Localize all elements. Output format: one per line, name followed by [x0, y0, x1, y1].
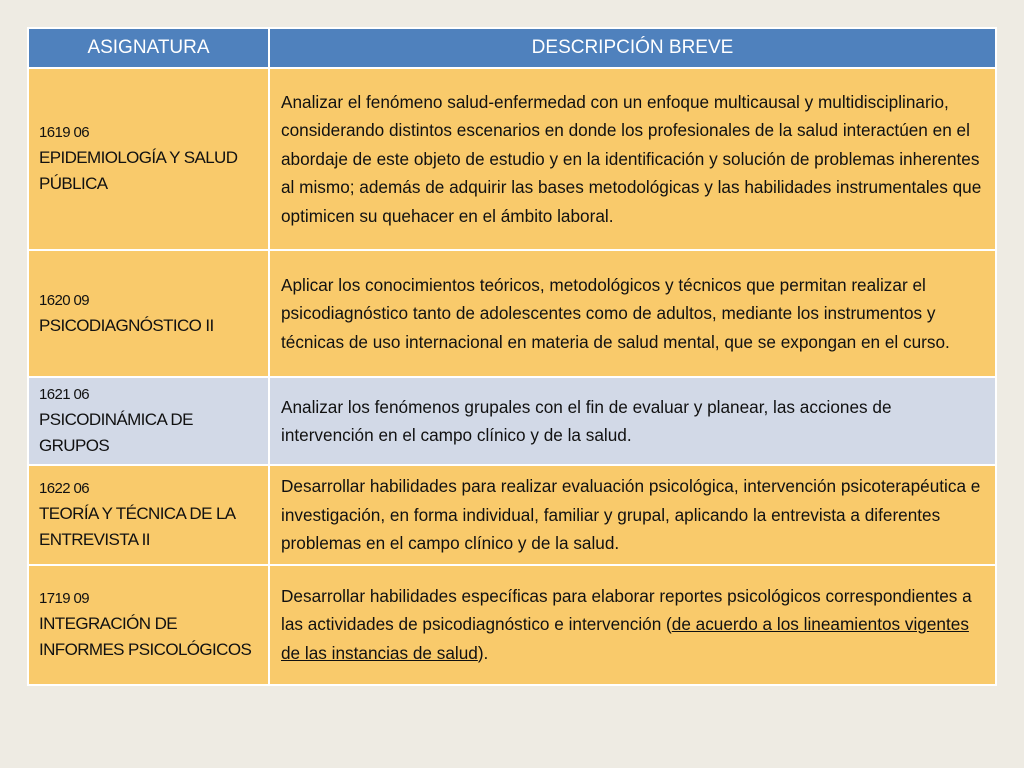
subject-cell: [28, 565, 269, 685]
table-row: [28, 565, 996, 685]
course-description: Analizar el fenómeno salud-enfermedad con un enfoque multicausal y multidisciplinario, considerando distintos escenarios en donde los profesionales de la salud interactúen en el abordaje de este objeto de estudio y en la identificación y solución de problemas inherentes al mismo; además de adquirir las bases metodológicas y las habilidades instrumentales que optimicen su quehacer en el ámbito laboral.: [269, 68, 996, 250]
table-row: [28, 377, 996, 465]
subject-cell: [28, 250, 269, 377]
course-name: PSICODINÁMICA DE GRUPOS: [39, 410, 193, 455]
course-name: TEORÍA Y TÉCNICA DE LA ENTREVISTA II: [39, 503, 235, 549]
course-description: Desarrollar habilidades para realizar evaluación psicológica, intervención psicoterapéutica e investigación, en forma individual, familiar y grupal, aplicando la entrevista a diferentes problemas en el campo clínico y de la salud.: [269, 465, 996, 565]
description-text: Desarrollar habilidades específicas para elaborar reportes psicológicos correspondientes a las actividades de psicodiagnóstico e intervención (: [281, 585, 972, 635]
header-description: DESCRIPCIÓN BREVE: [269, 28, 996, 68]
course-code: 1719 09: [39, 589, 90, 607]
subject-cell: [28, 68, 269, 250]
course-name: PSICODIAGNÓSTICO II: [39, 315, 214, 335]
course-name: EPIDEMIOLOGÍA Y SALUD PÚBLICA: [39, 148, 238, 193]
course-description: Aplicar los conocimientos teóricos, metodológicos y técnicos que permitan realizar el psicodiagnóstico tanto de adolescentes como de adultos, mediante los instrumentos y técnicas de uso internacional en materia de salud mental, que se expongan en el curso.: [269, 250, 996, 377]
course-code: 1621 06: [39, 386, 90, 403]
subject-cell: [28, 465, 269, 565]
header-subject: ASIGNATURA: [28, 28, 269, 68]
table-row: [28, 250, 996, 377]
subject-cell: [28, 377, 269, 465]
course-code: 1620 09: [39, 291, 90, 309]
description-text-end: ).: [477, 642, 489, 663]
description-underlined-text: de acuerdo a los lineamientos vigentes de las instancias de salud: [281, 614, 969, 663]
course-description: [269, 565, 996, 685]
course-code: 1619 06: [39, 124, 90, 141]
course-code: 1622 06: [39, 479, 90, 497]
header-row: [28, 28, 996, 68]
courses-table: [27, 27, 997, 686]
course-description: Analizar los fenómenos grupales con el fin de evaluar y planear, las acciones de intervención en el campo clínico y de la salud.: [269, 377, 996, 465]
table-row: [28, 68, 996, 250]
course-name: INTEGRACIÓN DE INFORMES PSICOLÓGICOS: [39, 613, 252, 659]
table-row: [28, 465, 996, 565]
